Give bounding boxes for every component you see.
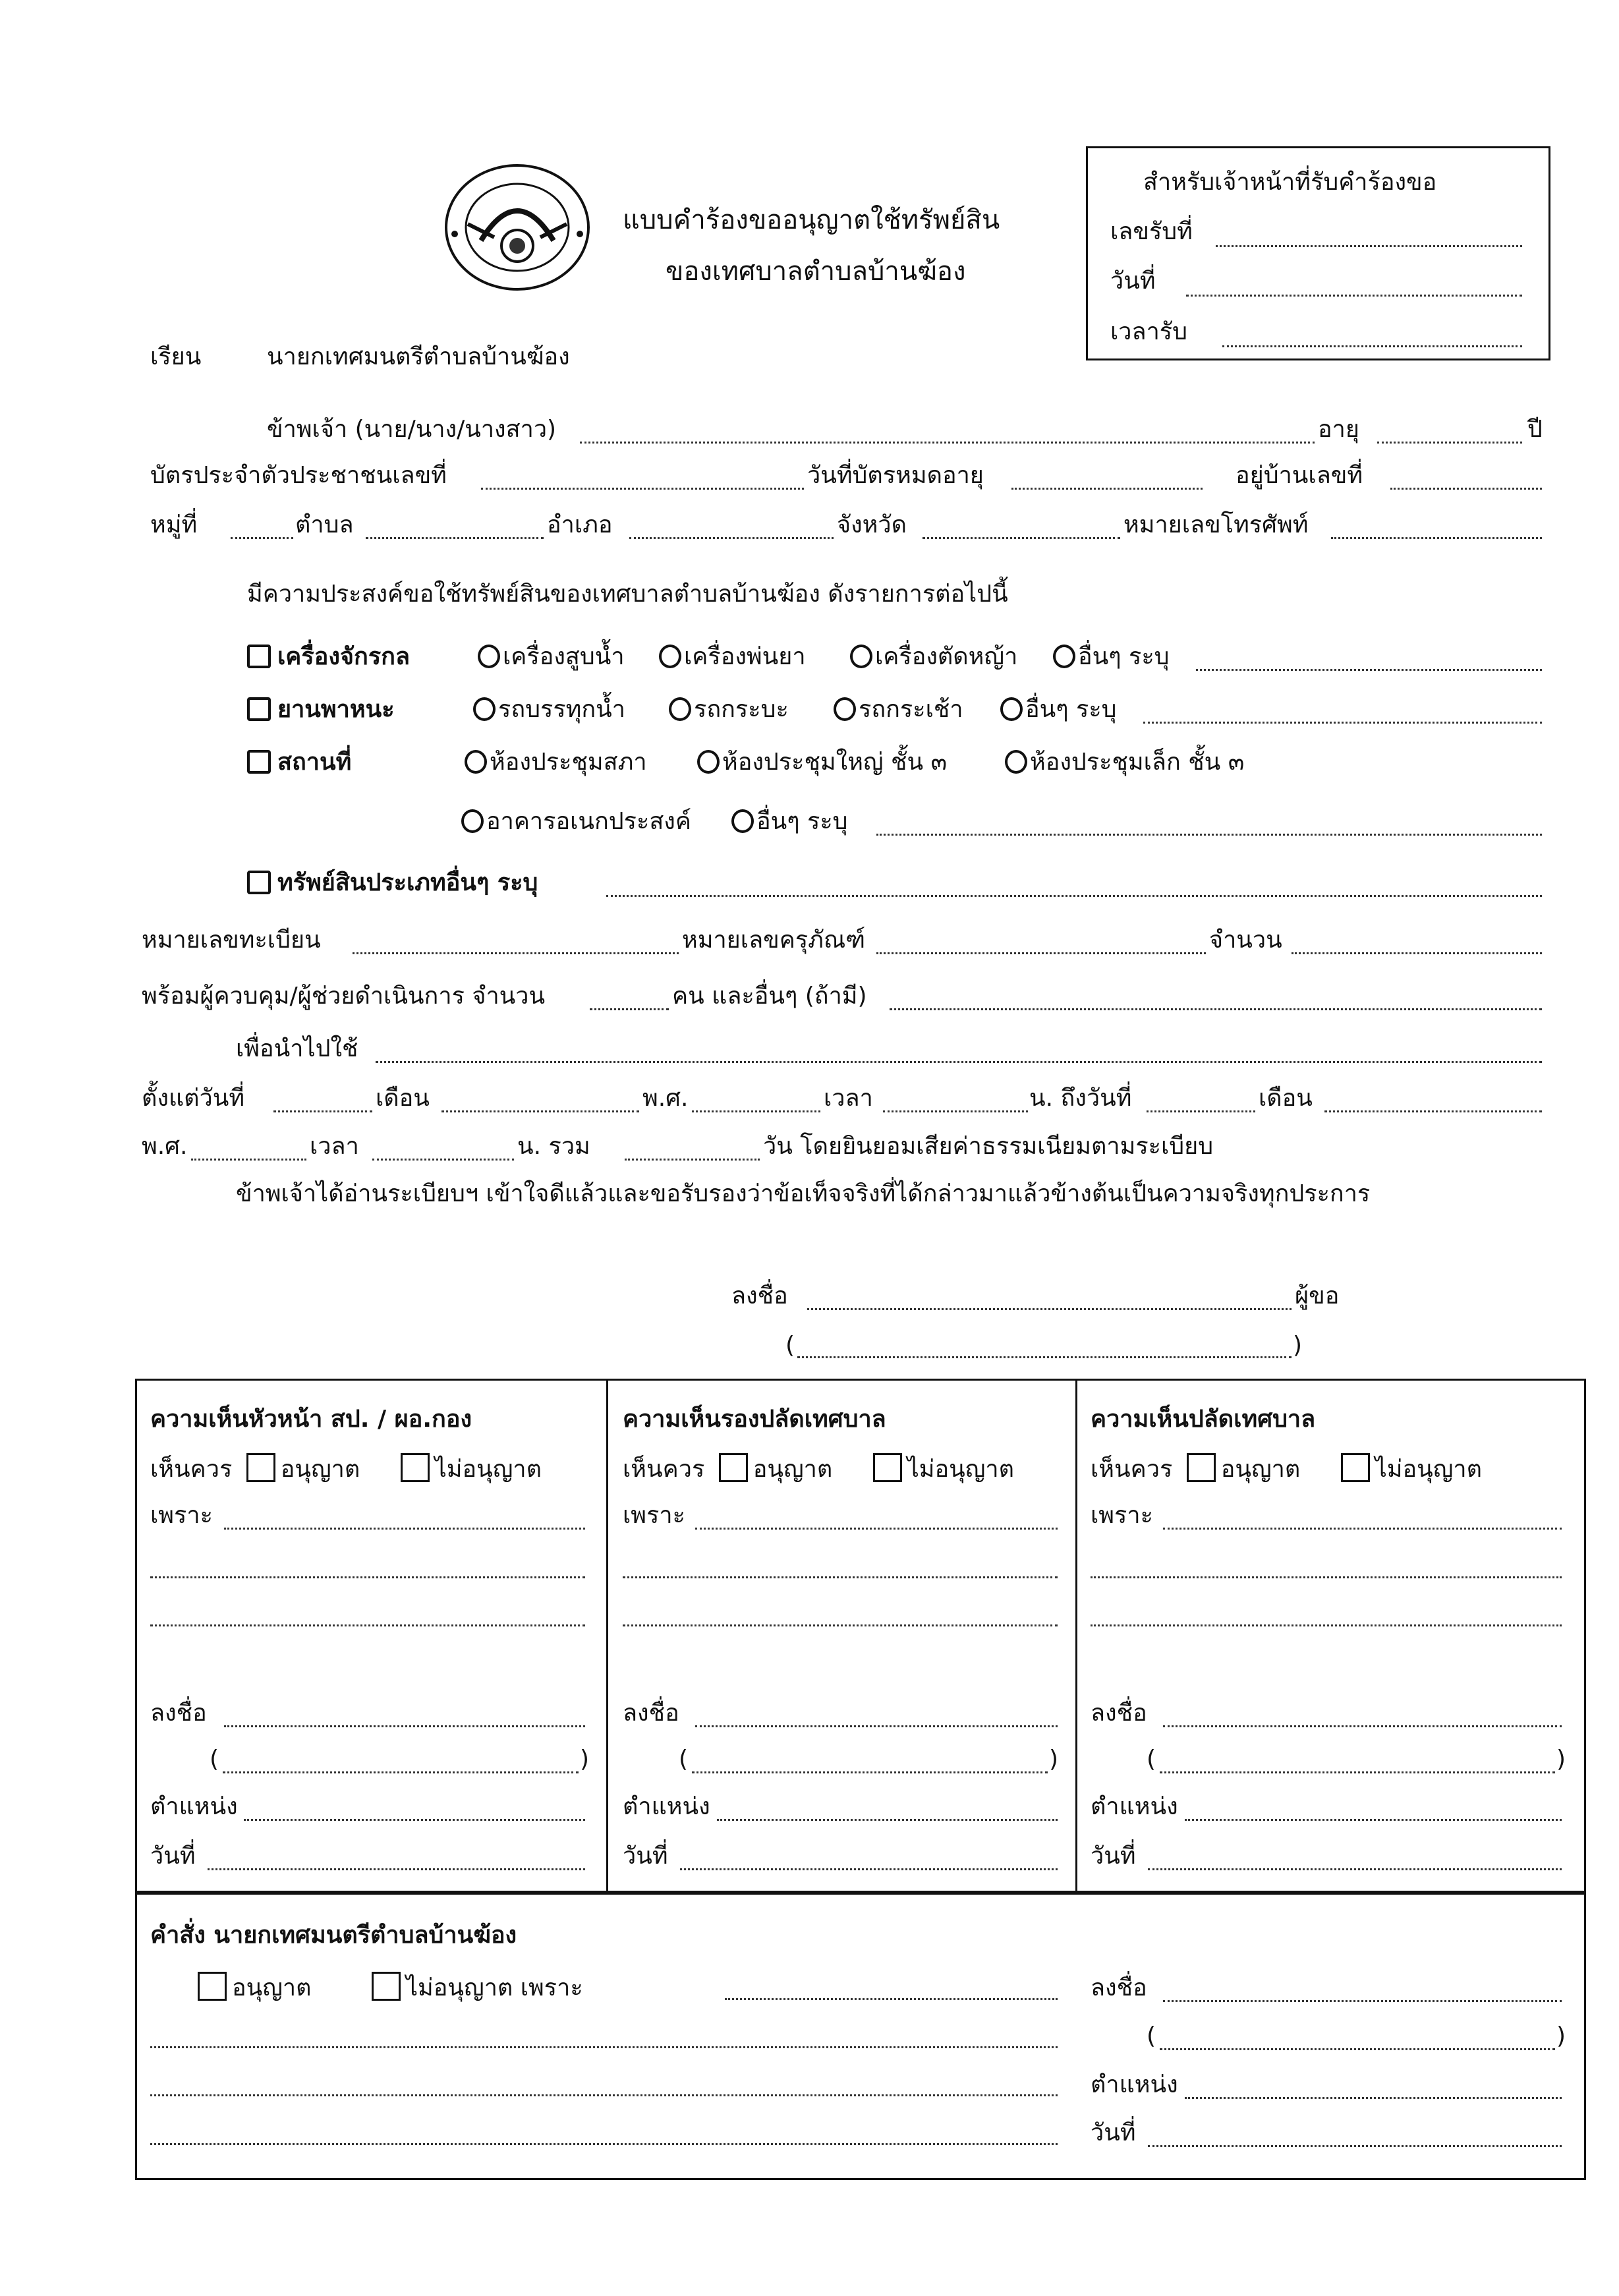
registration-label: หมายเลขทะเบียน bbox=[142, 927, 321, 954]
vehicle-other-field[interactable] bbox=[1143, 722, 1542, 724]
id-card-label: บัตรประจำตัวประชาชนเลขที่ bbox=[150, 462, 447, 489]
opinion-3-position-label: ตำแหน่ง bbox=[1091, 1793, 1178, 1820]
opinion-2-date-field[interactable] bbox=[680, 1868, 1058, 1870]
tambon-field[interactable] bbox=[366, 537, 544, 539]
radio-icon bbox=[465, 750, 487, 774]
from-month-field[interactable] bbox=[441, 1110, 639, 1112]
form-title-line1: แบบคำร้องขออนุญาตใช้ทรัพย์สิน bbox=[623, 205, 1000, 235]
opinion-1-approve-checkbox[interactable] bbox=[246, 1453, 275, 1482]
opinion-3-position-field[interactable] bbox=[1185, 1819, 1562, 1821]
opinion-2-position-label: ตำแหน่ง bbox=[623, 1793, 710, 1820]
opinion-3-paren-close: ) bbox=[1556, 1746, 1566, 1773]
opinion-1-position-field[interactable] bbox=[244, 1819, 585, 1821]
machinery-row bbox=[247, 643, 410, 672]
machinery-opt-pump[interactable]: เครื่องสูบน้ำ bbox=[478, 643, 625, 672]
machinery-opt-other[interactable]: อื่นๆ ระบุ bbox=[1053, 643, 1170, 672]
radio-icon bbox=[697, 750, 720, 774]
opinion-1-because-field-2[interactable] bbox=[150, 1576, 585, 1578]
year-label: ปี bbox=[1527, 416, 1543, 443]
quantity-field[interactable] bbox=[1292, 952, 1542, 954]
from-be-label: พ.ศ. bbox=[642, 1085, 689, 1112]
radio-icon bbox=[669, 697, 691, 721]
radio-icon bbox=[1005, 750, 1027, 774]
opinion-2-because-label: เพราะ bbox=[623, 1502, 685, 1529]
radio-icon bbox=[731, 809, 754, 833]
radio-icon bbox=[659, 645, 681, 668]
registration-field[interactable] bbox=[353, 952, 679, 954]
opinion-2-paren-close: ) bbox=[1049, 1746, 1059, 1773]
until-month-label: เดือน bbox=[1259, 1085, 1313, 1112]
opinion-1-because-field-1[interactable] bbox=[224, 1528, 585, 1530]
machinery-label: เครื่องจักรกล bbox=[277, 643, 411, 670]
opinion-2-paren-open: ( bbox=[679, 1746, 689, 1773]
venue-opt-other[interactable]: อื่นๆ ระบุ bbox=[731, 807, 848, 836]
from-date-label: ตั้งแต่วันที่ bbox=[142, 1085, 245, 1112]
opinion-3-sign-field[interactable] bbox=[1163, 1725, 1562, 1727]
id-card-field[interactable] bbox=[481, 488, 804, 490]
until-date-label: น. ถึงวันที่ bbox=[1029, 1085, 1132, 1112]
order-name-field[interactable] bbox=[1160, 2048, 1555, 2050]
vehicle-opt-crane[interactable]: รถกระเช้า bbox=[834, 695, 963, 724]
total-label: น. รวม bbox=[517, 1133, 590, 1160]
opinions-divider-2 bbox=[1075, 1379, 1077, 1893]
applicant-sign-label: ลงชื่อ bbox=[731, 1282, 788, 1309]
receipt-time-label: เวลารับ bbox=[1110, 318, 1187, 345]
id-expiry-field[interactable] bbox=[1011, 488, 1203, 490]
order-sign-field[interactable] bbox=[1163, 2000, 1562, 2002]
vehicle-label: ยานพาหนะ bbox=[277, 696, 395, 723]
use-field[interactable] bbox=[376, 1061, 1542, 1063]
until-be-field[interactable] bbox=[191, 1159, 306, 1161]
venue-opt-hall[interactable]: อาคารอเนกประสงค์ bbox=[461, 807, 691, 836]
opinion-2-sign-label: ลงชื่อ bbox=[623, 1700, 679, 1727]
opinion-1-title: ความเห็นหัวหน้า สป. / ผอ.กอง bbox=[150, 1406, 472, 1433]
applicant-printed-name-field[interactable] bbox=[797, 1356, 1292, 1358]
order-paren-close: ) bbox=[1556, 2023, 1566, 2050]
certification-text: ข้าพเจ้าได้อ่านระเบียบฯ เข้าใจดีแล้วและขอรับรองว่าข้อเท็จจริงที่ได้กล่าวมาแล้วข้างต้นเป็นความจริงทุกประการ bbox=[236, 1180, 1371, 1207]
opinion-1-paren-close: ) bbox=[580, 1746, 590, 1773]
opinion-3-date-label: วันที่ bbox=[1091, 1843, 1136, 1870]
from-be-field[interactable] bbox=[692, 1110, 820, 1112]
amphoe-field[interactable] bbox=[629, 537, 834, 539]
opinion-3-paren-open: ( bbox=[1147, 1746, 1156, 1773]
receipt-time-field[interactable] bbox=[1222, 345, 1522, 347]
venue-opt-council-room[interactable]: ห้องประชุมสภา bbox=[465, 748, 647, 777]
opinion-3-because-field-1[interactable] bbox=[1163, 1528, 1562, 1530]
other-assets-checkbox[interactable] bbox=[247, 871, 271, 894]
opinion-2-title: ความเห็นรองปลัดเทศบาล bbox=[623, 1406, 886, 1433]
vehicle-opt-pickup[interactable]: รถกระบะ bbox=[669, 695, 789, 724]
order-deny-checkbox[interactable] bbox=[372, 1972, 401, 2001]
venue-row bbox=[247, 748, 351, 777]
until-time-field[interactable] bbox=[372, 1159, 514, 1161]
opinion-2-because-field-1[interactable] bbox=[695, 1528, 1058, 1530]
vehicle-checkbox[interactable] bbox=[247, 697, 271, 721]
asset-no-label: หมายเลขครุภัณฑ์ bbox=[682, 927, 866, 954]
opinion-2-because-field-2[interactable] bbox=[623, 1576, 1058, 1578]
moo-field[interactable] bbox=[231, 537, 293, 539]
opinion-1-sign-label: ลงชื่อ bbox=[150, 1700, 207, 1727]
radio-icon bbox=[478, 645, 500, 668]
opinions-divider-1 bbox=[606, 1379, 608, 1893]
vehicle-opt-other[interactable]: อื่นๆ ระบุ bbox=[1000, 695, 1117, 724]
opinion-2-name-field[interactable] bbox=[692, 1771, 1048, 1773]
opinion-1-name-field[interactable] bbox=[223, 1771, 579, 1773]
opinion-1-date-label: วันที่ bbox=[150, 1843, 196, 1870]
venue-opt-large-room[interactable]: ห้องประชุมใหญ่ ชั้น ๓ bbox=[697, 748, 947, 777]
radio-icon bbox=[473, 697, 496, 721]
asset-no-field[interactable] bbox=[876, 952, 1206, 954]
order-sign-label: ลงชื่อ bbox=[1091, 1974, 1147, 2001]
opinion-1-because-field-3[interactable] bbox=[150, 1624, 585, 1626]
officer-box-title: สำหรับเจ้าหน้าที่รับคำร้องขอ bbox=[1143, 169, 1437, 196]
opinion-3-because-label: เพราะ bbox=[1091, 1502, 1153, 1529]
province-field[interactable] bbox=[923, 537, 1120, 539]
opinion-2-date-label: วันที่ bbox=[623, 1843, 668, 1870]
province-label: จังหวัด bbox=[837, 511, 907, 538]
opinion-1-position-label: ตำแหน่ง bbox=[150, 1793, 238, 1820]
until-be-label: พ.ศ. bbox=[142, 1133, 188, 1160]
order-date-label: วันที่ bbox=[1091, 2119, 1136, 2146]
receipt-date-label: วันที่ bbox=[1110, 268, 1156, 295]
from-time-field[interactable] bbox=[883, 1110, 1028, 1112]
staff-count-field[interactable] bbox=[590, 1008, 669, 1010]
applicant-name-field[interactable] bbox=[580, 442, 1315, 444]
other-assets-field[interactable] bbox=[606, 895, 1542, 897]
machinery-other-field[interactable] bbox=[1196, 669, 1542, 671]
quantity-label: จำนวน bbox=[1209, 927, 1282, 954]
staff-label: พร้อมผู้ควบคุม/ผู้ช่วยดำเนินการ จำนวน bbox=[142, 983, 546, 1010]
persons-label: คน และอื่นๆ (ถ้ามี) bbox=[672, 983, 867, 1010]
other-assets-label: ทรัพย์สินประเภทอื่นๆ ระบุ bbox=[277, 869, 538, 896]
age-label: อายุ bbox=[1318, 416, 1359, 443]
opinion-3-because-field-3[interactable] bbox=[1091, 1624, 1562, 1626]
order-title: คำสั่ง นายกเทศมนตรีตำบลบ้านฆ้อง bbox=[150, 1922, 517, 1949]
from-time-label: เวลา bbox=[824, 1085, 873, 1112]
order-position-field[interactable] bbox=[1185, 2097, 1562, 2099]
from-date-field[interactable] bbox=[273, 1110, 372, 1112]
opinion-2-sign-field[interactable] bbox=[695, 1725, 1058, 1727]
form-title-line2: ของเทศบาลตำบลบ้านฆ้อง bbox=[666, 256, 966, 287]
opinion-3-sign-label: ลงชื่อ bbox=[1091, 1700, 1147, 1727]
vehicle-opt-watertruck[interactable]: รถบรรทุกน้ำ bbox=[473, 695, 625, 724]
radio-icon bbox=[850, 645, 872, 668]
opinion-3-title: ความเห็นปลัดเทศบาล bbox=[1091, 1406, 1316, 1433]
venue-opt-small-room[interactable]: ห้องประชุมเล็ก ชั้น ๓ bbox=[1005, 748, 1244, 777]
until-time-label: เวลา bbox=[310, 1133, 359, 1160]
fee-label: วัน โดยยินยอมเสียค่าธรรมเนียมตามระเบียบ bbox=[763, 1133, 1214, 1160]
order-because-field-3[interactable] bbox=[150, 2094, 1058, 2096]
machinery-opt-sprayer[interactable]: เครื่องพ่นยา bbox=[659, 643, 806, 672]
machinery-opt-mower[interactable]: เครื่องตัดหญ้า bbox=[850, 643, 1017, 672]
receipt-no-label: เลขรับที่ bbox=[1110, 218, 1193, 245]
opinion-1-deny-checkbox[interactable] bbox=[401, 1453, 430, 1482]
applicant-sign-field[interactable] bbox=[807, 1308, 1292, 1310]
other-assets-row bbox=[247, 869, 538, 898]
order-date-field[interactable] bbox=[1148, 2145, 1562, 2147]
order-because-field-4[interactable] bbox=[150, 2143, 1058, 2145]
order-because-field-1[interactable] bbox=[725, 1998, 1058, 2000]
opinion-2-should-row: เห็นควร อนุญาต ไม่อนุญาต bbox=[623, 1453, 1014, 1484]
opinion-2-position-field[interactable] bbox=[717, 1819, 1058, 1821]
venue-other-field[interactable] bbox=[876, 834, 1542, 836]
radio-icon bbox=[461, 809, 484, 833]
order-position-label: ตำแหน่ง bbox=[1091, 2071, 1178, 2098]
opinion-1-paren-open: ( bbox=[210, 1746, 219, 1773]
opinion-3-date-field[interactable] bbox=[1148, 1868, 1562, 1870]
opinion-2-approve-checkbox[interactable] bbox=[719, 1453, 748, 1482]
age-field[interactable] bbox=[1377, 442, 1522, 444]
order-because-field-2[interactable] bbox=[150, 2046, 1058, 2048]
purpose-intro: มีความประสงค์ขอใช้ทรัพย์สินของเทศบาลตำบลบ้านฆ้อง ดังรายการต่อไปนี้ bbox=[247, 581, 1008, 608]
order-decision-row: อนุญาต ไม่อนุญาต เพราะ bbox=[198, 1972, 583, 2003]
applicant-paren-open: ( bbox=[785, 1332, 795, 1359]
staff-other-field[interactable] bbox=[890, 1008, 1542, 1010]
vehicle-row bbox=[247, 695, 395, 724]
opinion-2-deny-checkbox[interactable] bbox=[873, 1453, 902, 1482]
applicant-name-label: ข้าพเจ้า (นาย/นาง/นางสาว) bbox=[267, 416, 557, 443]
tambon-label: ตำบล bbox=[295, 511, 354, 538]
phone-label: หมายเลขโทรศัพท์ bbox=[1123, 511, 1309, 538]
addressee-value: นายกเทศมนตรีตำบลบ้านฆ้อง bbox=[267, 343, 570, 370]
opinion-1-date-field[interactable] bbox=[208, 1868, 585, 1870]
from-month-label: เดือน bbox=[376, 1085, 430, 1112]
venue-label: สถานที่ bbox=[277, 749, 352, 776]
receipt-date-field[interactable] bbox=[1186, 295, 1522, 297]
total-days-field[interactable] bbox=[625, 1159, 760, 1161]
opinion-3-should-row: เห็นควร อนุญาต ไม่อนุญาต bbox=[1091, 1453, 1482, 1484]
applicant-role-label: ผู้ขอ bbox=[1295, 1282, 1340, 1309]
radio-icon bbox=[1053, 645, 1075, 668]
radio-icon bbox=[1000, 697, 1023, 721]
radio-icon bbox=[834, 697, 856, 721]
order-paren-open: ( bbox=[1147, 2023, 1156, 2050]
machinery-checkbox[interactable] bbox=[247, 645, 271, 668]
opinion-1-should-row: เห็นควร อนุญาต ไม่อนุญาต bbox=[150, 1453, 542, 1484]
until-date-field[interactable] bbox=[1147, 1110, 1255, 1112]
opinion-3-name-field[interactable] bbox=[1160, 1771, 1555, 1773]
until-month-field[interactable] bbox=[1324, 1110, 1542, 1112]
receipt-no-field[interactable] bbox=[1216, 245, 1522, 247]
house-no-label: อยู่บ้านเลขที่ bbox=[1236, 462, 1363, 489]
applicant-paren-close: ) bbox=[1293, 1332, 1303, 1359]
opinion-2-because-field-3[interactable] bbox=[623, 1624, 1058, 1626]
opinion-1-because-label: เพราะ bbox=[150, 1502, 213, 1529]
opinion-3-approve-checkbox[interactable] bbox=[1187, 1453, 1216, 1482]
municipality-seal bbox=[441, 161, 593, 293]
order-approve-checkbox[interactable] bbox=[198, 1972, 227, 2001]
moo-label: หมู่ที่ bbox=[150, 511, 198, 538]
phone-field[interactable] bbox=[1331, 537, 1542, 539]
opinion-3-deny-checkbox[interactable] bbox=[1341, 1453, 1370, 1482]
id-expiry-label: วันที่บัตรหมดอายุ bbox=[807, 462, 984, 489]
opinion-3-because-field-2[interactable] bbox=[1091, 1576, 1562, 1578]
house-no-field[interactable] bbox=[1390, 488, 1542, 490]
addressee-label: เรียน bbox=[150, 343, 202, 370]
venue-checkbox[interactable] bbox=[247, 750, 271, 774]
use-label: เพื่อนำไปใช้ bbox=[236, 1035, 358, 1062]
amphoe-label: อำเภอ bbox=[547, 511, 613, 538]
opinion-1-sign-field[interactable] bbox=[224, 1725, 585, 1727]
